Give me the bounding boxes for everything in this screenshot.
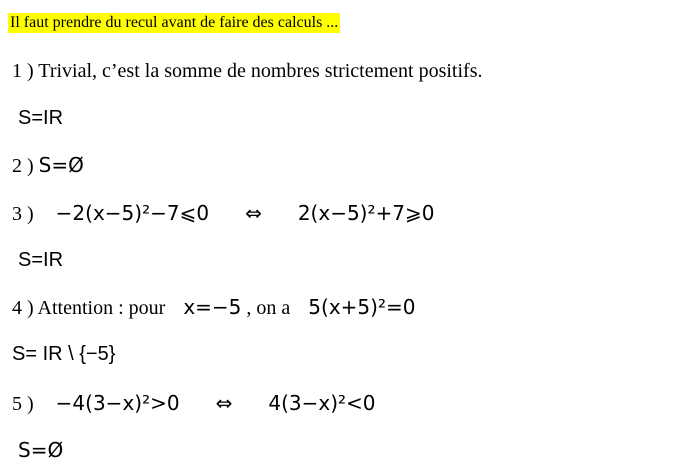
highlighted-note: Il faut prendre du recul avant de faire des calculs ... <box>10 14 339 31</box>
answer-3-lhs: −2(x−5)²−7⩽0 <box>55 201 210 225</box>
answer-2-number: 2 ) <box>12 155 34 177</box>
answer-5-number: 5 ) <box>12 393 34 415</box>
answer-5-lhs: −4(3−x)²>0 <box>55 391 180 415</box>
answer-5 <box>12 391 376 416</box>
equivalence-symbol: ⇔ <box>215 391 233 415</box>
answer-5-rhs: 4(3−x)²<0 <box>268 391 376 415</box>
answer-2 <box>12 153 84 178</box>
answer-4-expression: 5(x+5)²=0 <box>308 295 416 319</box>
answer-4-solution: S= IR \ {−5} <box>12 343 116 365</box>
answer-4 <box>12 295 415 320</box>
answer-4-middle: , on a <box>246 297 291 319</box>
answer-1-text: 1 ) Trivial, c’est la somme de nombres strictement positifs. <box>12 60 483 82</box>
answer-4-text: 4 ) Attention : pour <box>12 297 166 319</box>
answer-5-solution: S=Ø <box>18 438 64 462</box>
answer-4-condition: x=−5 <box>183 295 242 319</box>
answer-3-rhs: 2(x−5)²+7⩾0 <box>297 201 435 225</box>
answer-3 <box>12 201 434 226</box>
answer-2-solution: S=Ø <box>38 153 84 177</box>
answer-3-number: 3 ) <box>12 203 34 225</box>
equivalence-symbol: ⇔ <box>245 201 262 225</box>
answer-1-solution: S=IR <box>18 107 64 129</box>
answer-3-solution: S=IR <box>18 249 64 271</box>
